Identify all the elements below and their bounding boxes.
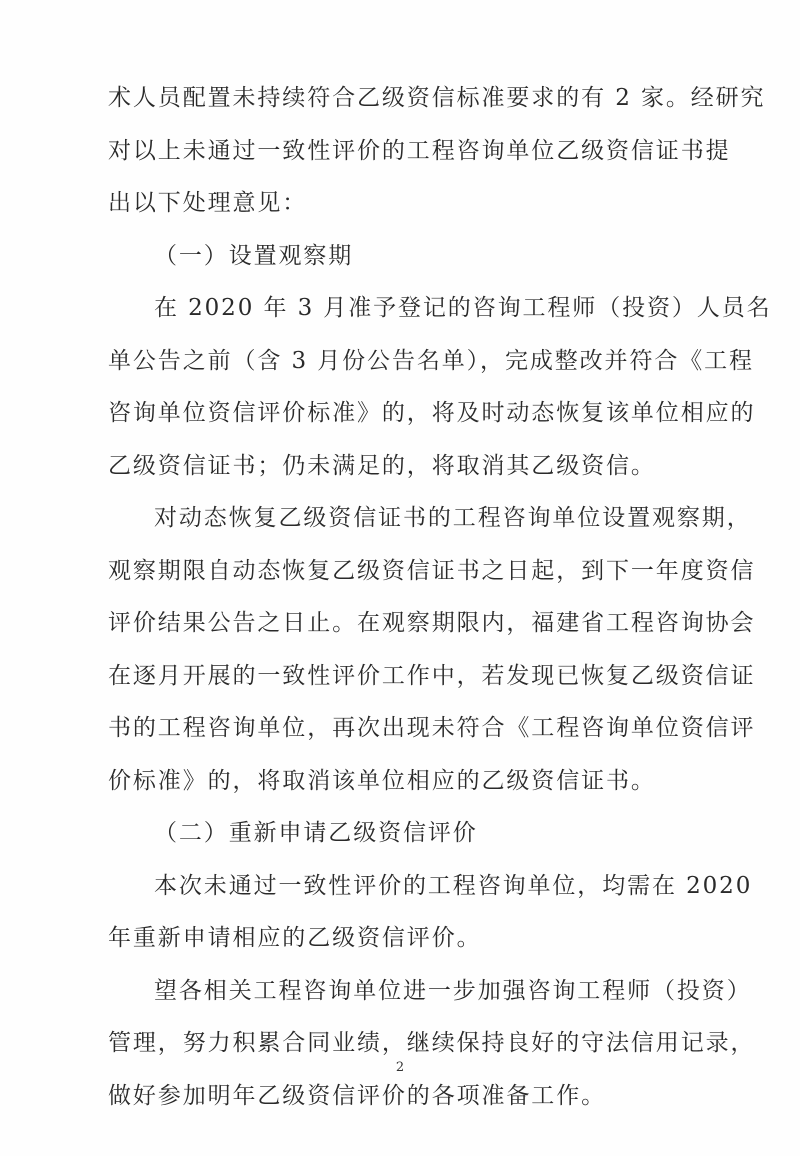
text-line: 管理，努力积累合同业绩，继续保持良好的守法信用记录， xyxy=(108,1030,756,1056)
text-line: 出以下处理意见： xyxy=(108,190,308,216)
text-line: 价标准》的，将取消该单位相应的乙级资信证书。 xyxy=(108,767,656,794)
text-line: 在 2020 年 3 月准予登记的咨询工程师（投资）人员名 xyxy=(154,295,772,321)
text-line: 对以上未通过一致性评价的工程咨询单位乙级资信证书提 xyxy=(108,137,731,164)
text-line: 望各相关工程咨询单位进一步加强咨询工程师（投资） xyxy=(154,977,752,1004)
section-heading-2: （二）重新申请乙级资信评价 xyxy=(154,820,478,846)
text-line: 咨询单位资信评价标准》的，将及时动态恢复该单位相应的 xyxy=(108,400,756,426)
text-line: 评价结果公告之日止。在观察期限内，福建省工程咨询协会 xyxy=(108,610,756,636)
text-line: 在逐月开展的一致性评价工作中，若发现已恢复乙级资信证 xyxy=(108,662,756,689)
page-number: 2 xyxy=(395,1060,405,1075)
text-line: 乙级资信证书；仍未满足的，将取消其乙级资信。 xyxy=(108,452,656,479)
section-heading-1: （一）设置观察期 xyxy=(154,242,354,269)
text-line: 术人员配置未持续符合乙级资信标准要求的有 2 家。经研究 xyxy=(108,85,766,111)
text-line: 单公告之前（含 3 月份公告名单），完成整改并符合《工程 xyxy=(108,347,754,374)
text-line: 年重新申请相应的乙级资信评价。 xyxy=(108,925,482,951)
text-line: 观察期限自动态恢复乙级资信证书之日起，到下一年度资信 xyxy=(108,557,756,584)
text-line: 对动态恢复乙级资信证书的工程咨询单位设置观察期， xyxy=(154,505,752,531)
text-line: 书的工程咨询单位，再次出现未符合《工程咨询单位资信评 xyxy=(108,715,756,741)
text-line: 做好参加明年乙级资信评价的各项准备工作。 xyxy=(108,1082,606,1109)
text-line: 本次未通过一致性评价的工程咨询单位，均需在 2020 xyxy=(154,872,753,899)
body-text xyxy=(108,72,772,1122)
